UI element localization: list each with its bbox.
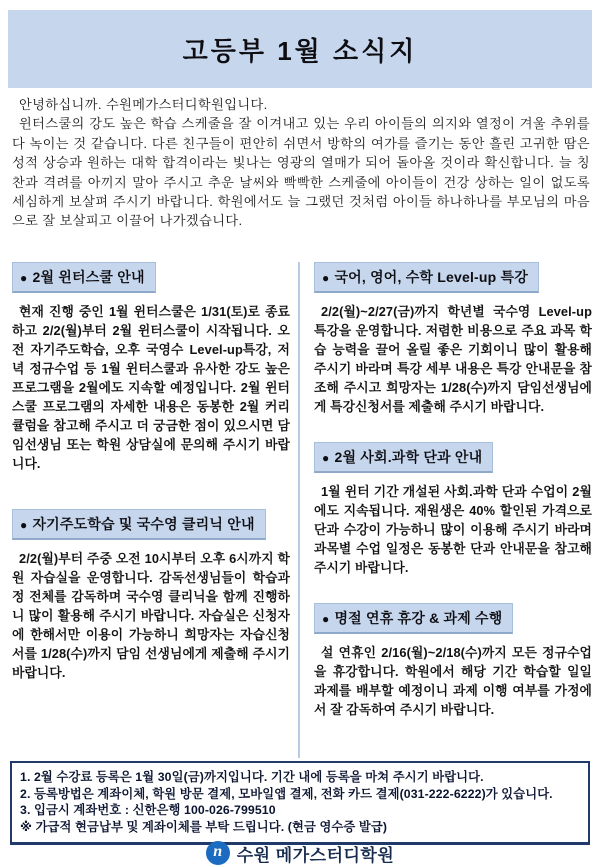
header-banner <box>8 10 592 88</box>
intro-body: 윈터스쿨의 강도 높은 학습 스케줄을 잘 이겨내고 있는 우리 아이들의 의지와 열정이 겨울 추위를 다 녹이는 것 같습니다. 다른 친구들이 편안히 쉬면서 방학의 여가를 즐기는 동안 흘린 고귀한 땀은 성적 상승과 원하는 대학 합격이라는 빛나는 영광의 열매가 되어 돌아올 것이라 확신합니다. 늘 칭찬과 격려를 아끼지 말아 주시고 추운 날씨와 빡빡한 스케줄에 아이들이 건강 상하는 일이 없도록 세심하게 보살펴 주시기 바랍니다. 학원에서도 늘 그랬던 것처럼 아이들 하나하나를 부모님의 마음으로 잘 보살피고 이끌어 나가겠습니다. <box>12 116 590 229</box>
section-title-winter-school <box>12 262 156 293</box>
right-column <box>306 262 592 758</box>
section-title-self-study <box>12 509 266 540</box>
section-title-holiday <box>314 603 513 634</box>
section-holiday <box>314 603 592 719</box>
section-levelup-lecture <box>314 262 592 416</box>
section-body: 1월 윈터 기간 개설된 사회.과학 단과 수업이 2월에도 지속됩니다. 재원생은 40% 할인된 가격으로 단과 수강이 가능하니 많이 이용해 주시기 바라며 과목별 수업 일정은 동봉한 단과 안내문을 참고해 주시기 바랍니다. <box>314 484 592 575</box>
section-winter-school <box>12 262 290 473</box>
left-column <box>12 262 290 758</box>
bullet-icon: ● <box>20 271 28 285</box>
section-title-text: 명절 연휴 휴강 & 과제 수행 <box>334 610 503 626</box>
payment-notice-box <box>10 761 590 845</box>
notice-line: 3. 입금시 계좌번호 : 신한은행 100-026-799510 <box>20 803 276 817</box>
section-title-text: 2월 사회.과학 단과 안내 <box>334 449 483 465</box>
two-column-body <box>12 262 592 758</box>
intro-greeting: 안녕하십니까. 수원메가스터디학원입니다. <box>19 97 268 112</box>
section-title-danwa <box>314 442 493 473</box>
page-title: 고등부 1월 소식지 <box>182 35 418 66</box>
logo-glyph: n <box>213 843 223 860</box>
footer <box>0 839 600 867</box>
notice-line: 1. 2월 수강료 등록은 1월 30일(금)까지입니다. 기간 내에 등록을 마쳐 주시기 바랍니다. <box>20 770 484 784</box>
section-title-text: 국어, 영어, 수학 Level-up 특강 <box>334 269 528 285</box>
bullet-icon: ● <box>322 451 330 465</box>
section-self-study <box>12 509 290 682</box>
column-divider <box>298 262 300 758</box>
section-title-text: 자기주도학습 및 국수영 클리닉 안내 <box>32 516 255 532</box>
bullet-icon: ● <box>20 518 28 532</box>
academy-name: 수원 메가스터디학원 <box>236 845 395 865</box>
section-title-levelup <box>314 262 539 293</box>
bullet-icon: ● <box>322 271 330 285</box>
notice-line: ※ 가급적 현금납부 및 계좌이체를 부탁 드립니다. (현금 영수증 발급) <box>20 819 388 834</box>
section-body: 설 연휴인 2/16(월)~2/18(수)까지 모든 정규수업을 휴강합니다. 학원에서 해당 기간 학습할 일일 과제를 배부할 예정이니 과제 이행 여부를 가정에서 잘 감독하여 주시기 바랍니다. <box>314 645 592 717</box>
section-body: 2/2(월)~2/27(금)까지 학년별 국수영 Level-up 특강을 운영합니다. 저렴한 비용으로 주요 과목 학습 능력을 끌어 올릴 좋은 기회이니 많이 활용해 주시기 바라며 특강 세부 내용은 특강 안내문을 참조해 주시고 희망자는 1/28(수)까지 담임선생님에게 특강신청서를 제출해 주시기 바랍니다. <box>314 304 592 414</box>
section-title-text: 2월 윈터스쿨 안내 <box>32 269 145 285</box>
section-body: 2/2(월)부터 주중 오전 10시부터 오후 6시까지 학원 자습실을 운영합니다. 감독선생님들이 학습과정 전체를 감독하며 국수영 클리닉을 함께 진행하니 많이 활용해 주시기 바랍니다. 자습실은 신청자에 한해서만 이용이 가능하니 희망자는 자습신청서를 1/28(수)까지 담임 선생님에게 제출해 주시기 바랍니다. <box>12 551 290 680</box>
section-body: 현재 진행 중인 1월 윈터스쿨은 1/31(토)로 종료하고 2/2(월)부터 2월 윈터스쿨이 시작됩니다. 오전 자기주도학습, 오후 국영수 Level-up특강, 저녁 정규수업 등 1월 윈터스쿨과 유사한 강도 높은 프로그램을 2월에도 지속할 예정입니다. 2월 윈터스쿨 프로그램의 자세한 내용은 동봉한 2월 커리큘럼을 참고해 주시고 더 궁금한 점이 있으시면 담임선생님 또는 학원 상담실에 문의해 주시기 바랍니다. <box>12 304 290 471</box>
intro-paragraphs <box>12 95 590 231</box>
megastudy-logo-icon <box>206 841 230 865</box>
bullet-icon: ● <box>322 612 330 626</box>
notice-line: 2. 등록방법은 계좌이체, 학원 방문 결제, 모바일앱 결제, 전화 카드 결제(031-222-6222)가 있습니다. <box>20 786 553 801</box>
section-danwa <box>314 442 592 577</box>
